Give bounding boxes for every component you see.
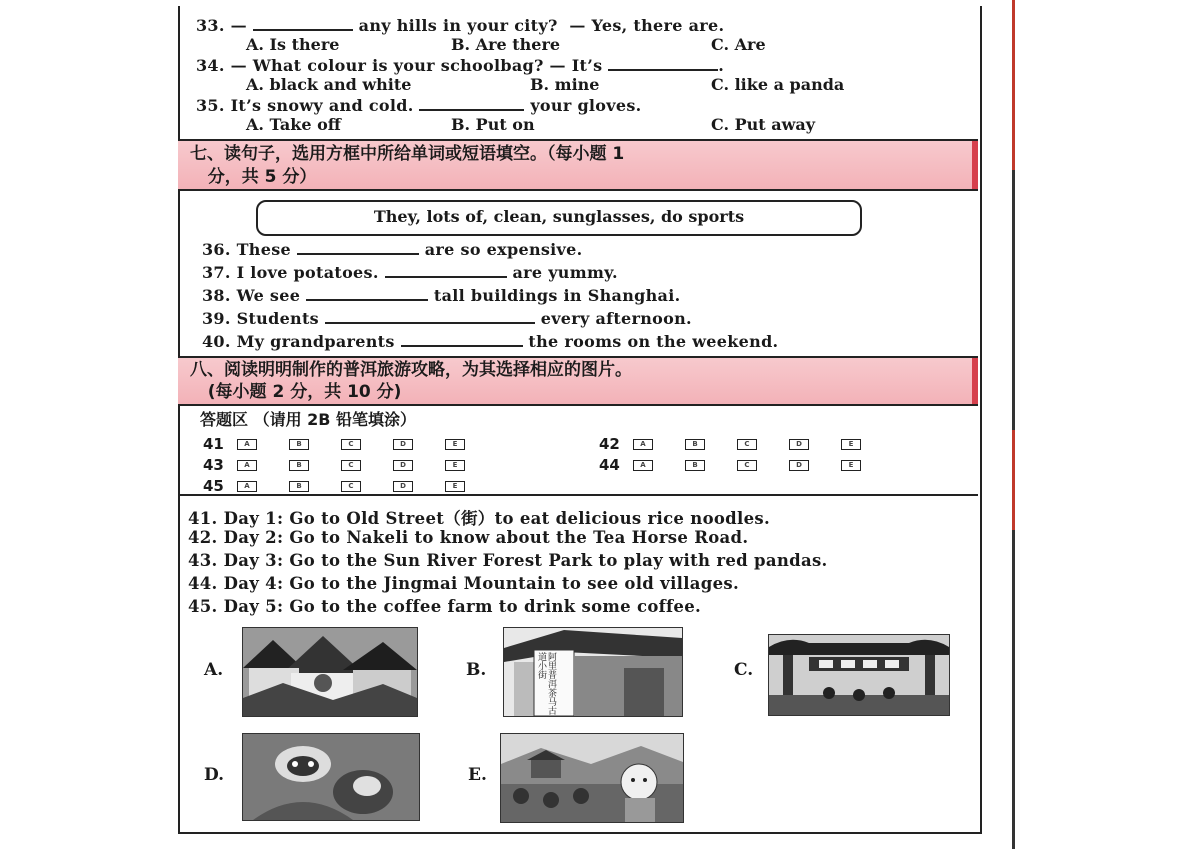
question-35: 35. It’s snowy and cold. your gloves. [196,96,642,115]
picture-label-e: E. [468,765,487,785]
question-36: 36. These are so expensive. [202,240,583,259]
answer-bubble-b[interactable]: B [289,439,309,450]
answer-bubble-c[interactable]: C [341,460,361,471]
picture-label-b: B. [466,660,487,680]
q33-option-c: C. Are [711,35,766,54]
answer-row-44: 44 A B C D E [599,456,893,474]
q34-option-b: B. mine [530,75,600,94]
answer-bubble-c[interactable]: C [737,439,757,450]
day-3-text: 43. Day 3: Go to the Sun River Forest Park to play with red pandas. [188,551,828,570]
answer-bubble-b[interactable]: B [289,481,309,492]
answer-blank[interactable] [385,262,507,278]
picture-c-temple-gate[interactable] [768,634,950,716]
section-7-title-line2: 分，共 5 分） [190,167,317,187]
answer-row-45: 45 A B C D E [203,477,497,495]
picture-d-red-pandas[interactable] [242,733,420,821]
answer-bubble-d[interactable]: D [789,460,809,471]
answer-bubble-c[interactable]: C [341,481,361,492]
picture-e-coffee-farm[interactable] [500,733,684,823]
answer-bubble-d[interactable]: D [393,439,413,450]
answer-bubble-a[interactable]: A [237,460,257,471]
answer-bubble-e[interactable]: E [445,460,465,471]
question-39: 39. Students every afternoon. [202,309,692,328]
picture-label-d: D. [204,765,225,785]
answer-bubble-b[interactable]: B [685,460,705,471]
question-33: 33. — any hills in your city? — Yes, there are. [196,16,725,35]
answer-blank[interactable] [401,331,523,347]
section-8-title-line1: 八、阅读明明制作的普洱旅游攻略，为其选择相应的图片。 [190,360,632,380]
section-8-title-line2: (每小题 2 分，共 10 分) [190,382,402,402]
section-8-header [178,356,978,406]
answer-row-41: 41 A B C D E [203,435,497,453]
q34-option-a: A. black and white [246,75,412,94]
answer-bubble-b[interactable]: B [289,460,309,471]
picture-b-old-street-gate[interactable] [503,627,683,717]
answer-blank[interactable] [608,55,718,71]
answer-blank[interactable] [253,15,353,31]
answer-bubble-e[interactable]: E [445,481,465,492]
answer-bubble-d[interactable]: D [393,460,413,471]
section-7-header [178,139,978,191]
answer-blank[interactable] [325,308,535,324]
answer-bubble-e[interactable]: E [445,439,465,450]
q35-option-c: C. Put away [711,115,816,134]
answer-area-title: 答题区 （请用 2B 铅笔填涂） [200,410,417,429]
answer-bubble-a[interactable]: A [237,439,257,450]
day-2-text: 42. Day 2: Go to Nakeli to know about the Tea Horse Road. [188,528,749,547]
picture-a-village-roofs[interactable] [242,627,418,717]
answer-blank[interactable] [297,239,419,255]
word-bank-box: They, lots of, clean, sunglasses, do sports [256,200,862,236]
answer-bubble-b[interactable]: B [685,439,705,450]
day-4-text: 44. Day 4: Go to the Jingmai Mountain to see old villages. [188,574,740,593]
answer-bubble-d[interactable]: D [789,439,809,450]
question-38: 38. We see tall buildings in Shanghai. [202,286,681,305]
gate-sign-text: 阿里普洱茶马古道小街 [536,652,556,715]
answer-bubble-c[interactable]: C [341,439,361,450]
q35-option-a: A. Take off [246,115,341,134]
q33-option-a: A. Is there [246,35,340,54]
answer-blank[interactable] [306,285,428,301]
question-34: 34. — What colour is your schoolbag? — It’s . [196,56,725,75]
answer-blank[interactable] [419,95,524,111]
q35-option-b: B. Put on [451,115,535,134]
answer-bubble-e[interactable]: E [841,460,861,471]
question-37: 37. I love potatoes. are yummy. [202,263,618,282]
page-edge-rule [1012,0,1015,849]
answer-bubble-c[interactable]: C [737,460,757,471]
answer-row-43: 43 A B C D E [203,456,497,474]
section-7-title-line1: 七、读句子，选用方框中所给单词或短语填空。（每小题 1 [190,144,625,164]
day-5-text: 45. Day 5: Go to the coffee farm to drink some coffee. [188,597,702,616]
answer-bubble-d[interactable]: D [393,481,413,492]
picture-label-c: C. [734,660,754,680]
q33-option-b: B. Are there [451,35,561,54]
q34-option-c: C. like a panda [711,75,845,94]
day-1-text: 41. Day 1: Go to Old Street（街）to eat delicious rice noodles. [188,509,771,528]
section-divider [178,494,978,496]
answer-row-42: 42 A B C D E [599,435,893,453]
answer-bubble-e[interactable]: E [841,439,861,450]
answer-bubble-a[interactable]: A [237,481,257,492]
picture-label-a: A. [204,660,224,680]
question-40: 40. My grandparents the rooms on the weekend. [202,332,779,351]
answer-bubble-a[interactable]: A [633,460,653,471]
answer-bubble-a[interactable]: A [633,439,653,450]
